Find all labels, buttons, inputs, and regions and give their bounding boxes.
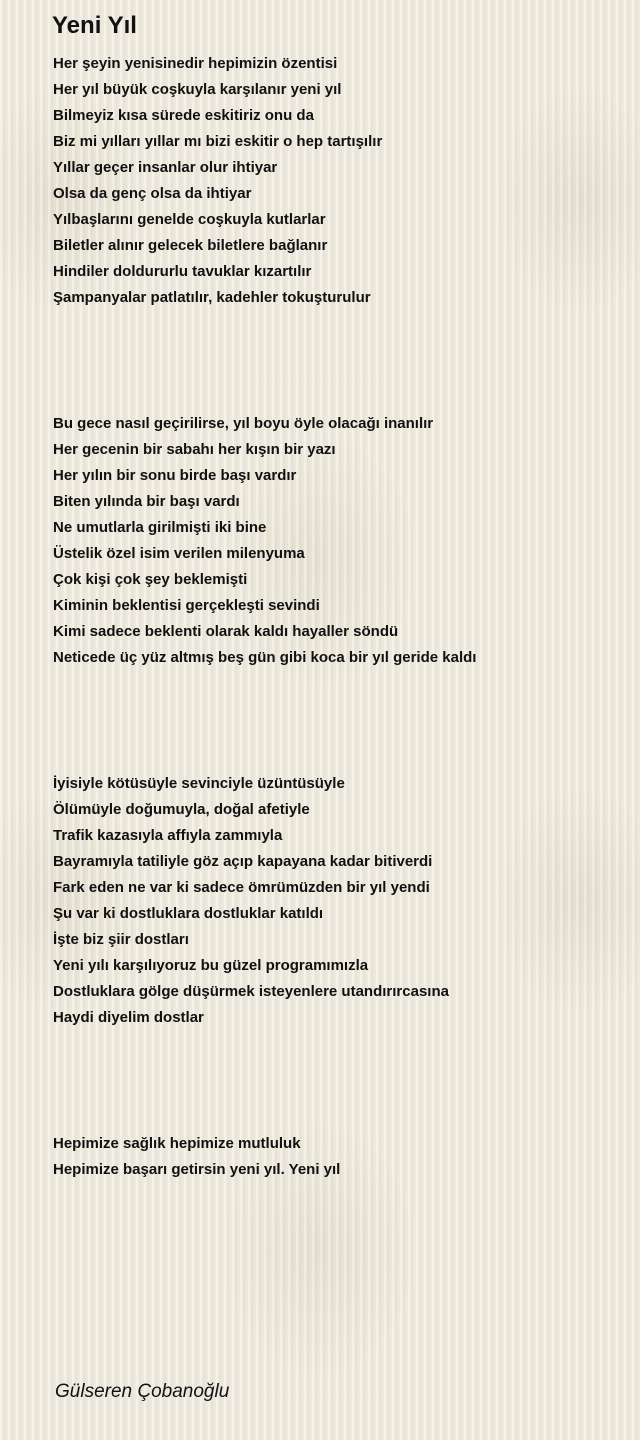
poem-line: Üstelik özel isim verilen milenyuma (53, 545, 305, 562)
stanza-4 (53, 1131, 340, 1183)
poem-line: Bilmeyiz kısa sürede eskitiriz onu da (53, 107, 314, 124)
poem-line: Her şeyin yenisinedir hepimizin özentisi (53, 55, 338, 72)
stanza-1 (53, 51, 382, 311)
poem-line: Kimi sadece beklenti olarak kaldı hayaller söndü (53, 623, 399, 640)
poem-line: Hepimize sağlık hepimize mutluluk (53, 1135, 301, 1152)
poem-line: Neticede üç yüz altmış beş gün gibi koca bir yıl geride kaldı (53, 649, 477, 666)
poem-line: İyisiyle kötüsüyle sevinciyle üzüntüsüyle (53, 775, 345, 792)
poem-line: Trafik kazasıyla affıyla zammıyla (53, 827, 283, 844)
poem-line: Şampanyalar patlatılır, kadehler tokuşturulur (53, 289, 371, 306)
poem-line: Ölümüyle doğumuyla, doğal afetiyle (53, 801, 310, 818)
poem-line: Olsa da genç olsa da ihtiyar (53, 185, 252, 202)
poem-line: Bayramıyla tatiliyle göz açıp kapayana kadar bitiverdi (53, 853, 433, 870)
poem-line: Yıllar geçer insanlar olur ihtiyar (53, 159, 278, 176)
poem-line: Her yıl büyük coşkuyla karşılanır yeni yıl (53, 81, 342, 98)
poem-line: Her gecenin bir sabahı her kışın bir yazı (53, 441, 336, 458)
poem-line: Her yılın bir sonu birde başı vardır (53, 467, 297, 484)
poem-line: Hepimize başarı getirsin yeni yıl. Yeni yıl (53, 1161, 341, 1178)
poem-title: Yeni Yıl (52, 12, 137, 39)
poem-author: Gülseren Çobanoğlu (55, 1381, 230, 1402)
poem-line: Çok kişi çok şey beklemişti (53, 571, 248, 588)
poem-line: İşte biz şiir dostları (53, 931, 189, 948)
poem-line: Hindiler doldururlu tavuklar kızartılır (53, 263, 312, 280)
poem-line: Şu var ki dostluklara dostluklar katıldı (53, 905, 324, 922)
poem-line: Biten yılında bir başı vardı (53, 493, 240, 510)
poem-line: Biletler alınır gelecek biletlere bağlanır (53, 237, 328, 254)
poem-line: Yeni yılı karşılıyoruz bu güzel programımızla (53, 957, 369, 974)
stanza-2 (53, 411, 476, 671)
poem-line: Kiminin beklentisi gerçekleşti sevindi (53, 597, 320, 614)
poem-line: Dostluklara gölge düşürmek isteyenlere utandırırcasına (53, 983, 449, 1000)
stanza-3 (53, 771, 449, 1031)
poem-line: Yılbaşlarını genelde coşkuyla kutlarlar (53, 211, 326, 228)
poem-line: Ne umutlarla girilmişti iki bine (53, 519, 267, 536)
poem-line: Haydi diyelim dostlar (53, 1009, 204, 1026)
poem-line: Biz mi yılları yıllar mı bizi eskitir o hep tartışılır (53, 133, 383, 150)
poem-line: Fark eden ne var ki sadece ömrümüzden bir yıl yendi (53, 879, 430, 896)
poem-line: Bu gece nasıl geçirilirse, yıl boyu öyle olacağı inanılır (53, 415, 434, 432)
